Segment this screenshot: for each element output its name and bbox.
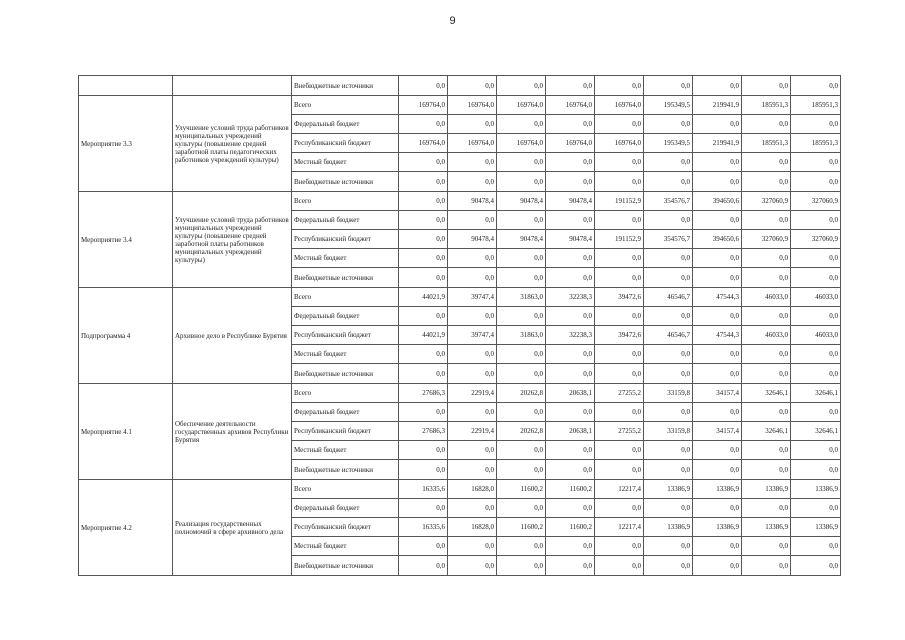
- value-cell: 0,0: [546, 499, 595, 518]
- value-cell: 0,0: [497, 249, 546, 268]
- value-cell: 0,0: [742, 460, 791, 480]
- value-cell: 327060,9: [791, 192, 841, 211]
- description-cell: Обеспечение деятельности государственных архивов Республики Бурятия: [173, 384, 292, 480]
- value-cell: 0,0: [791, 76, 841, 96]
- value-cell: 169764,0: [399, 96, 448, 115]
- value-cell: 20638,1: [546, 384, 595, 403]
- value-cell: 0,0: [448, 115, 497, 134]
- value-cell: 0,0: [791, 364, 841, 384]
- value-cell: 0,0: [546, 249, 595, 268]
- value-cell: 0,0: [693, 115, 742, 134]
- value-cell: 0,0: [399, 556, 448, 576]
- value-cell: 46546,7: [644, 288, 693, 307]
- value-cell: 0,0: [448, 345, 497, 364]
- value-cell: 0,0: [644, 364, 693, 384]
- value-cell: 0,0: [546, 345, 595, 364]
- value-cell: 46033,0: [742, 288, 791, 307]
- value-cell: 0,0: [595, 172, 644, 192]
- value-cell: 32238,3: [546, 326, 595, 345]
- value-cell: 0,0: [791, 172, 841, 192]
- value-cell: 169764,0: [497, 96, 546, 115]
- value-cell: 90478,4: [448, 230, 497, 249]
- value-cell: 0,0: [644, 460, 693, 480]
- value-cell: 20262,8: [497, 384, 546, 403]
- value-cell: 0,0: [399, 115, 448, 134]
- value-cell: 12217,4: [595, 480, 644, 499]
- value-cell: 219941,9: [693, 96, 742, 115]
- value-cell: 0,0: [497, 211, 546, 230]
- description-cell: Улучшение условий труда работников муниципальных учреждений культуры (повышение средней заработной платы педагогических работников учреждений культуры): [173, 96, 292, 192]
- page-number: 9: [449, 15, 456, 27]
- funding-source-cell: Внебюджетные источники: [292, 268, 399, 288]
- funding-source-cell: Местный бюджет: [292, 537, 399, 556]
- value-cell: 0,0: [448, 307, 497, 326]
- value-cell: 0,0: [595, 460, 644, 480]
- value-cell: 44021,9: [399, 326, 448, 345]
- program-cell: Мероприятие 3.3: [79, 96, 173, 192]
- value-cell: 0,0: [448, 268, 497, 288]
- value-cell: 0,0: [791, 249, 841, 268]
- value-cell: 0,0: [497, 268, 546, 288]
- value-cell: 0,0: [497, 364, 546, 384]
- value-cell: 0,0: [497, 441, 546, 460]
- value-cell: 0,0: [399, 76, 448, 96]
- value-cell: 0,0: [399, 499, 448, 518]
- value-cell: 39747,4: [448, 288, 497, 307]
- value-cell: 0,0: [546, 115, 595, 134]
- value-cell: 0,0: [791, 460, 841, 480]
- value-cell: 20262,8: [497, 422, 546, 441]
- funding-source-cell: Федеральный бюджет: [292, 211, 399, 230]
- funding-source-cell: Федеральный бюджет: [292, 307, 399, 326]
- value-cell: 0,0: [546, 172, 595, 192]
- value-cell: 0,0: [791, 403, 841, 422]
- value-cell: 354576,7: [644, 230, 693, 249]
- value-cell: 46033,0: [742, 326, 791, 345]
- value-cell: 11600,2: [546, 518, 595, 537]
- value-cell: 0,0: [595, 345, 644, 364]
- value-cell: 0,0: [497, 153, 546, 172]
- value-cell: 33159,8: [644, 422, 693, 441]
- value-cell: 0,0: [399, 345, 448, 364]
- funding-source-cell: Внебюджетные источники: [292, 460, 399, 480]
- value-cell: 0,0: [644, 249, 693, 268]
- value-cell: 0,0: [497, 115, 546, 134]
- value-cell: 0,0: [399, 268, 448, 288]
- funding-source-cell: Внебюджетные источники: [292, 556, 399, 576]
- program-cell: Подпрограмма 4: [79, 288, 173, 384]
- value-cell: 0,0: [448, 172, 497, 192]
- value-cell: 0,0: [644, 153, 693, 172]
- funding-source-cell: Федеральный бюджет: [292, 499, 399, 518]
- value-cell: 0,0: [399, 211, 448, 230]
- value-cell: 0,0: [644, 307, 693, 326]
- value-cell: 0,0: [595, 499, 644, 518]
- value-cell: 185951,3: [791, 134, 841, 153]
- value-cell: 354576,7: [644, 192, 693, 211]
- table-row: [79, 480, 841, 499]
- value-cell: 0,0: [399, 153, 448, 172]
- value-cell: 0,0: [693, 268, 742, 288]
- value-cell: 0,0: [448, 537, 497, 556]
- value-cell: 13386,9: [791, 480, 841, 499]
- value-cell: 0,0: [497, 403, 546, 422]
- value-cell: 0,0: [546, 403, 595, 422]
- value-cell: 32646,1: [791, 384, 841, 403]
- value-cell: 0,0: [742, 307, 791, 326]
- value-cell: 0,0: [791, 268, 841, 288]
- value-cell: 0,0: [742, 249, 791, 268]
- value-cell: 0,0: [497, 556, 546, 576]
- value-cell: 0,0: [546, 441, 595, 460]
- value-cell: 0,0: [644, 345, 693, 364]
- funding-source-cell: Всего: [292, 192, 399, 211]
- value-cell: 0,0: [546, 153, 595, 172]
- value-cell: 46546,7: [644, 326, 693, 345]
- value-cell: 0,0: [791, 307, 841, 326]
- value-cell: 13386,9: [693, 480, 742, 499]
- funding-source-cell: Местный бюджет: [292, 345, 399, 364]
- funding-source-cell: Федеральный бюджет: [292, 403, 399, 422]
- value-cell: 0,0: [693, 499, 742, 518]
- value-cell: 90478,4: [546, 192, 595, 211]
- value-cell: 0,0: [399, 460, 448, 480]
- funding-source-cell: Внебюджетные источники: [292, 172, 399, 192]
- value-cell: 0,0: [497, 307, 546, 326]
- value-cell: 0,0: [448, 403, 497, 422]
- value-cell: 169764,0: [497, 134, 546, 153]
- value-cell: 0,0: [693, 172, 742, 192]
- value-cell: 0,0: [546, 307, 595, 326]
- funding-source-cell: Местный бюджет: [292, 441, 399, 460]
- value-cell: 0,0: [742, 76, 791, 96]
- value-cell: 0,0: [497, 345, 546, 364]
- value-cell: 169764,0: [546, 134, 595, 153]
- value-cell: 0,0: [644, 172, 693, 192]
- value-cell: 0,0: [693, 307, 742, 326]
- value-cell: 0,0: [693, 76, 742, 96]
- value-cell: 0,0: [595, 556, 644, 576]
- value-cell: 0,0: [546, 76, 595, 96]
- funding-source-cell: Федеральный бюджет: [292, 115, 399, 134]
- value-cell: 0,0: [742, 211, 791, 230]
- value-cell: 16828,0: [448, 518, 497, 537]
- value-cell: 0,0: [448, 499, 497, 518]
- value-cell: 169764,0: [546, 96, 595, 115]
- value-cell: 47544,3: [693, 288, 742, 307]
- value-cell: 169764,0: [448, 134, 497, 153]
- value-cell: 13386,9: [644, 518, 693, 537]
- value-cell: 0,0: [497, 172, 546, 192]
- value-cell: 0,0: [399, 192, 448, 211]
- value-cell: 0,0: [448, 153, 497, 172]
- value-cell: 0,0: [742, 115, 791, 134]
- value-cell: 0,0: [399, 249, 448, 268]
- value-cell: 39747,4: [448, 326, 497, 345]
- value-cell: 16828,0: [448, 480, 497, 499]
- value-cell: 34157,4: [693, 422, 742, 441]
- value-cell: 0,0: [595, 249, 644, 268]
- value-cell: 31863,0: [497, 288, 546, 307]
- value-cell: 169764,0: [595, 134, 644, 153]
- value-cell: 0,0: [399, 230, 448, 249]
- value-cell: 0,0: [546, 537, 595, 556]
- value-cell: 11600,2: [497, 480, 546, 499]
- program-cell: Мероприятие 4.2: [79, 480, 173, 576]
- value-cell: 0,0: [644, 211, 693, 230]
- value-cell: 327060,9: [742, 192, 791, 211]
- value-cell: 0,0: [693, 211, 742, 230]
- value-cell: 0,0: [742, 345, 791, 364]
- value-cell: 0,0: [644, 76, 693, 96]
- funding-source-cell: Всего: [292, 480, 399, 499]
- value-cell: 0,0: [742, 172, 791, 192]
- value-cell: 0,0: [742, 153, 791, 172]
- value-cell: 0,0: [546, 556, 595, 576]
- budget-table: [78, 75, 841, 576]
- value-cell: 0,0: [595, 76, 644, 96]
- value-cell: 0,0: [399, 441, 448, 460]
- value-cell: 0,0: [791, 441, 841, 460]
- value-cell: 0,0: [497, 76, 546, 96]
- value-cell: 0,0: [595, 115, 644, 134]
- value-cell: 0,0: [644, 537, 693, 556]
- funding-source-cell: Местный бюджет: [292, 153, 399, 172]
- value-cell: 0,0: [742, 499, 791, 518]
- value-cell: 0,0: [791, 115, 841, 134]
- value-cell: 11600,2: [546, 480, 595, 499]
- value-cell: 22919,4: [448, 422, 497, 441]
- value-cell: 90478,4: [497, 230, 546, 249]
- value-cell: 0,0: [595, 153, 644, 172]
- value-cell: 0,0: [595, 364, 644, 384]
- value-cell: 0,0: [742, 556, 791, 576]
- value-cell: 27255,2: [595, 384, 644, 403]
- value-cell: 169764,0: [595, 96, 644, 115]
- value-cell: 0,0: [644, 115, 693, 134]
- value-cell: 0,0: [595, 537, 644, 556]
- value-cell: 20638,1: [546, 422, 595, 441]
- value-cell: 0,0: [693, 153, 742, 172]
- value-cell: 22919,4: [448, 384, 497, 403]
- value-cell: 0,0: [644, 556, 693, 576]
- funding-source-cell: Республиканский бюджет: [292, 422, 399, 441]
- value-cell: 0,0: [791, 537, 841, 556]
- value-cell: 0,0: [791, 211, 841, 230]
- table-row: [79, 384, 841, 403]
- value-cell: 0,0: [742, 537, 791, 556]
- value-cell: 0,0: [595, 403, 644, 422]
- value-cell: 185951,3: [742, 134, 791, 153]
- funding-source-cell: Республиканский бюджет: [292, 326, 399, 345]
- table-row: [79, 288, 841, 307]
- value-cell: 16335,6: [399, 518, 448, 537]
- value-cell: 32646,1: [742, 422, 791, 441]
- value-cell: 0,0: [595, 211, 644, 230]
- table-row: [79, 96, 841, 115]
- value-cell: 0,0: [693, 364, 742, 384]
- value-cell: 0,0: [595, 268, 644, 288]
- value-cell: 0,0: [448, 249, 497, 268]
- value-cell: 0,0: [546, 268, 595, 288]
- value-cell: 32646,1: [791, 422, 841, 441]
- description-cell: Улучшение условий труда работников муниципальных учреждений культуры (повышение средней заработной платы работников муниципальных учреждений культуры): [173, 192, 292, 288]
- value-cell: 0,0: [742, 364, 791, 384]
- value-cell: 0,0: [742, 403, 791, 422]
- value-cell: 0,0: [644, 441, 693, 460]
- value-cell: 90478,4: [448, 192, 497, 211]
- value-cell: 0,0: [546, 211, 595, 230]
- funding-source-cell: Всего: [292, 288, 399, 307]
- value-cell: 13386,9: [742, 480, 791, 499]
- description-cell: Архивное дело в Республике Бурятия: [173, 288, 292, 384]
- value-cell: 0,0: [497, 499, 546, 518]
- value-cell: 0,0: [399, 364, 448, 384]
- value-cell: 90478,4: [546, 230, 595, 249]
- funding-source-cell: Республиканский бюджет: [292, 518, 399, 537]
- value-cell: 39472,6: [595, 326, 644, 345]
- value-cell: 31863,0: [497, 326, 546, 345]
- value-cell: 39472,6: [595, 288, 644, 307]
- value-cell: 0,0: [546, 460, 595, 480]
- value-cell: 90478,4: [497, 192, 546, 211]
- value-cell: 0,0: [644, 499, 693, 518]
- funding-source-cell: Внебюджетные источники: [292, 364, 399, 384]
- value-cell: 0,0: [693, 249, 742, 268]
- value-cell: 46033,0: [791, 326, 841, 345]
- value-cell: 195349,5: [644, 134, 693, 153]
- description-cell: [173, 76, 292, 96]
- value-cell: 13386,9: [644, 480, 693, 499]
- value-cell: 27686,3: [399, 422, 448, 441]
- value-cell: 27255,2: [595, 422, 644, 441]
- value-cell: 46033,0: [791, 288, 841, 307]
- value-cell: 169764,0: [448, 96, 497, 115]
- value-cell: 11600,2: [497, 518, 546, 537]
- value-cell: 0,0: [399, 403, 448, 422]
- value-cell: 0,0: [693, 345, 742, 364]
- value-cell: 0,0: [595, 441, 644, 460]
- value-cell: 0,0: [791, 345, 841, 364]
- value-cell: 0,0: [448, 460, 497, 480]
- value-cell: 0,0: [448, 211, 497, 230]
- funding-source-cell: Внебюджетные источники: [292, 76, 399, 96]
- value-cell: 0,0: [644, 268, 693, 288]
- value-cell: 44021,9: [399, 288, 448, 307]
- value-cell: 0,0: [791, 556, 841, 576]
- value-cell: 0,0: [497, 537, 546, 556]
- value-cell: 0,0: [448, 76, 497, 96]
- value-cell: 0,0: [742, 268, 791, 288]
- program-cell: Мероприятие 3.4: [79, 192, 173, 288]
- description-cell: Реализация государственных полномочий в сфере архивного дела: [173, 480, 292, 576]
- value-cell: 0,0: [399, 537, 448, 556]
- program-cell: [79, 76, 173, 96]
- value-cell: 34157,4: [693, 384, 742, 403]
- value-cell: 327060,9: [791, 230, 841, 249]
- funding-source-cell: Республиканский бюджет: [292, 230, 399, 249]
- value-cell: 13386,9: [693, 518, 742, 537]
- value-cell: 32646,1: [742, 384, 791, 403]
- value-cell: 191152,9: [595, 230, 644, 249]
- value-cell: 327060,9: [742, 230, 791, 249]
- funding-source-cell: Всего: [292, 96, 399, 115]
- funding-source-cell: Республиканский бюджет: [292, 134, 399, 153]
- value-cell: 0,0: [742, 441, 791, 460]
- value-cell: 0,0: [693, 556, 742, 576]
- value-cell: 191152,9: [595, 192, 644, 211]
- value-cell: 0,0: [448, 441, 497, 460]
- value-cell: 0,0: [546, 364, 595, 384]
- value-cell: 0,0: [448, 364, 497, 384]
- value-cell: 185951,3: [742, 96, 791, 115]
- value-cell: 47544,3: [693, 326, 742, 345]
- funding-source-cell: Всего: [292, 384, 399, 403]
- value-cell: 33159,8: [644, 384, 693, 403]
- value-cell: 0,0: [595, 307, 644, 326]
- value-cell: 0,0: [644, 403, 693, 422]
- value-cell: 32238,3: [546, 288, 595, 307]
- value-cell: 13386,9: [742, 518, 791, 537]
- value-cell: 394650,6: [693, 192, 742, 211]
- value-cell: 195349,5: [644, 96, 693, 115]
- value-cell: 0,0: [497, 460, 546, 480]
- value-cell: 219941,9: [693, 134, 742, 153]
- value-cell: 0,0: [399, 172, 448, 192]
- value-cell: 12217,4: [595, 518, 644, 537]
- value-cell: 0,0: [693, 403, 742, 422]
- table-row: [79, 192, 841, 211]
- value-cell: 13386,9: [791, 518, 841, 537]
- value-cell: 0,0: [693, 441, 742, 460]
- value-cell: 0,0: [399, 307, 448, 326]
- value-cell: 0,0: [791, 153, 841, 172]
- value-cell: 0,0: [791, 499, 841, 518]
- value-cell: 27686,3: [399, 384, 448, 403]
- value-cell: 169764,0: [399, 134, 448, 153]
- value-cell: 0,0: [448, 556, 497, 576]
- funding-source-cell: Местный бюджет: [292, 249, 399, 268]
- value-cell: 185951,3: [791, 96, 841, 115]
- value-cell: 16335,6: [399, 480, 448, 499]
- value-cell: 0,0: [693, 537, 742, 556]
- table-row: [79, 76, 841, 96]
- value-cell: 0,0: [693, 460, 742, 480]
- value-cell: 394650,6: [693, 230, 742, 249]
- program-cell: Мероприятие 4.1: [79, 384, 173, 480]
